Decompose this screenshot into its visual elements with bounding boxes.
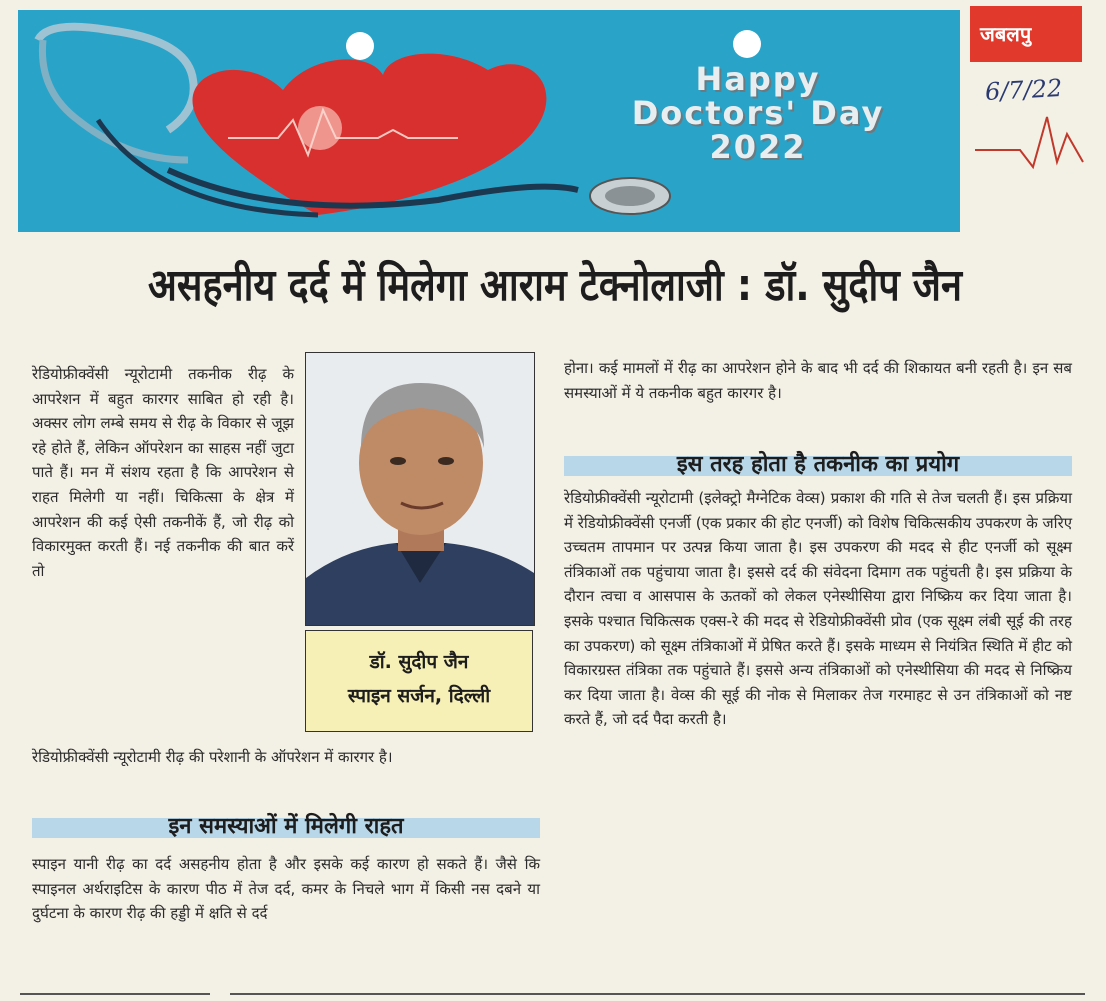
doctors-day-banner: [18, 10, 960, 232]
article-headline: असहनीय दर्द में मिलेगा आराम टेक्नोलाजी : डॉ. सुदीप जैन: [147, 260, 963, 311]
section-heading-text: इन समस्याओं में मिलेगी राहत: [168, 814, 404, 839]
stethoscope-icon: [38, 27, 194, 130]
handwritten-date: 6/7/22: [984, 73, 1063, 107]
greeting-line: Happy: [695, 60, 821, 98]
doctor-role: स्पाइन सर्जन, दिल्ली: [347, 685, 491, 707]
newspaper-masthead: जबलपु: [970, 6, 1082, 62]
section-heading: [564, 450, 1072, 480]
punch-hole: [346, 32, 374, 60]
greeting-line: 2022: [709, 128, 807, 166]
photo-caption: [305, 630, 533, 732]
section-heading-text: इस तरह होता है तकनीक का प्रयोग: [676, 452, 960, 477]
punch-hole: [733, 30, 761, 58]
section-heading: [32, 812, 540, 842]
doctor-photo: [305, 352, 535, 626]
divider: [230, 993, 1085, 995]
heartbeat-scribble-icon: [975, 112, 1085, 192]
doctor-portrait-icon: [306, 353, 534, 625]
section-paragraph: रेडियोफ्रीक्वेंसी न्यूरोटामी (इलेक्ट्रो मैग्नेटिक वेव्स) प्रकाश की गति से तेज चलती हैं। इस प्रक्रिया में रेडियोफ्रीक्वेंसी एनर्जी (एक प्रकार की होट एनर्जी) को विशेष चिकित्सकीय उपकरण के जरिए उच्चतम तापमान पर उत्पन्न किया जाता है। इस उपकरण की मदद से हीट एनर्जी को सूक्ष्म तंत्रिकाओं तक पहुंचाया जाता है। इससे दर्द की संवेदना दिमाग तक पहुंचती है। इस प्रक्रिया के दौरान त्वचा व आसपास के ऊतकों को लेकल एनेस्थीसिया द्वारा निष्क्रिय कर दिया जाता है। इसके पश्चात चिकित्सक एक्स-रे की मदद से रेडियोफ्रीक्वेंसी प्रोव (एक सूक्ष्म लंबी सूई की तरह का उपकरण) को सूक्ष्म तंत्रिकाओं में प्रेषित करते हैं। इसके माध्यम से नियंत्रित स्थिति में हीट को विकारग्रस्त तंत्रिका तक पहुंचाते हैं। इससे अन्य तंत्रिकाओं को एनेस्थीसिया की मदद से निष्क्रिय कर दिया जाता है। वेव्स की सूई की नोक से मिलाकर तेज गरमाहट से उन तंत्रिकाओं को नष्ट करते हैं, जो दर्द पैदा करती है।: [564, 489, 1072, 729]
section-paragraph: स्पाइन यानी रीढ़ का दर्द असहनीय होता है और इसके कई कारण हो सकते हैं। जैसे कि स्पाइनल अर्थराइटिस के कारण पीठ में तेज दर्द, कमर के निचले भाग में किसी नस दबने या दुर्घटना के कारण रीढ़ की हड्डी में क्षति से दर्द: [32, 855, 540, 923]
greeting-line: Doctors' Day: [631, 94, 885, 132]
column2-paragraph: होना। कई मामलों में रीढ़ का आपरेशन होने के बाद भी दर्द की शिकायत बनी रहती है। इन सब समस्याओं में ये तकनीक बहुत कारगर है।: [564, 359, 1072, 402]
intro-paragraph: रेडियोफ्रीक्वेंसी न्यूरोटामी तकनीक रीढ़ के आपरेशन में बहुत कारगर साबित हो रही है। अक्सर लोग लम्बे समय से रीढ़ के विकार से जूझ रहे होते हैं, लेकिन ऑपरेशन का साहस नहीं जुटा पाते हैं। मन में संशय रहता है कि आपरेशन से राहत मिलेगी या नहीं। चिकित्सा के क्षेत्र में आपरेशन की कई ऐसी तकनीकें हैं, जो रीढ़ को विकारमुक्त करती हैं। नई तकनीक की बात करें तो: [32, 365, 294, 580]
intro-continued-paragraph: रेडियोफ्रीक्वेंसी न्यूरोटामी रीढ़ की परेशानी के ऑपरेशन में कारगर है।: [32, 748, 393, 766]
doctor-name: डॉ. सुदीप जैन: [369, 651, 469, 673]
divider: [20, 993, 210, 995]
doctors-day-greeting: [578, 62, 938, 164]
